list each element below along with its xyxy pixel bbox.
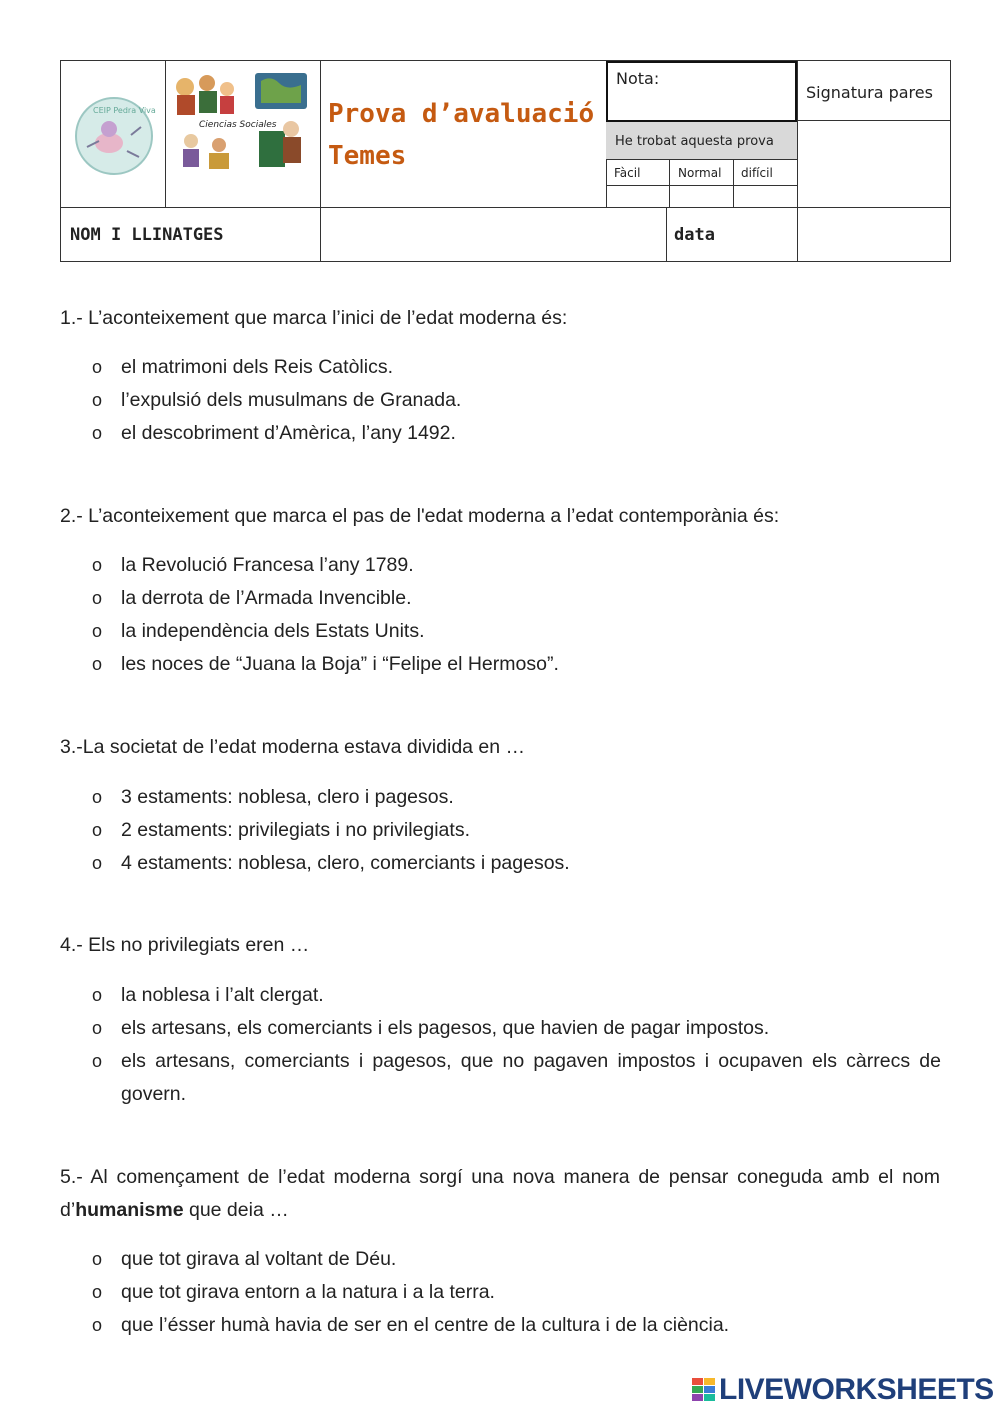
bullet-icon: o	[92, 588, 103, 608]
social-sciences-logo	[175, 69, 315, 173]
difficulty-easy-label: Fàcil	[614, 166, 641, 180]
grade-box	[606, 61, 797, 122]
question-2: 2.- L’aconteixement que marca el pas de l'edat moderna a l’edat contemporània és:	[60, 505, 780, 527]
question-4: 4.- Els no privilegiats eren …	[60, 934, 310, 956]
question-1: 1.- L’aconteixement que marca l’inici de l’edat moderna és:	[60, 307, 568, 329]
liveworksheets-brand: LIVEWORKSHEETS	[719, 1373, 994, 1406]
difficulty-hard-label: difícil	[741, 166, 773, 180]
difficulty-question: He trobat aquesta prova	[615, 134, 774, 149]
bullet-icon: o	[92, 1018, 103, 1038]
bullet-icon: o	[92, 1282, 103, 1302]
liveworksheets-logo	[692, 1372, 994, 1408]
bullet-icon: o	[92, 1051, 103, 1071]
liveworksheets-logo-icon	[692, 1376, 716, 1404]
name-label: NOM I LLINATGES	[70, 225, 224, 245]
bullet-icon: o	[92, 654, 103, 674]
difficulty-easy-checkbox[interactable]	[606, 186, 669, 207]
name-field[interactable]	[321, 208, 666, 262]
grade-label: Nota:	[616, 69, 660, 88]
bullet-icon: o	[92, 621, 103, 641]
bullet-icon: o	[92, 357, 103, 377]
bullet-icon: o	[92, 853, 103, 873]
humanisme-keyword: humanisme	[75, 1199, 184, 1221]
bullet-icon: o	[92, 1315, 103, 1335]
social-sciences-logo-text: Ciencias Sociales	[199, 120, 277, 130]
bullet-icon: o	[92, 787, 103, 807]
parents-signature-label: Signatura pares	[806, 83, 933, 102]
page-title-line2: Temes	[328, 141, 407, 171]
difficulty-normal-label: Normal	[678, 166, 722, 180]
bullet-icon: o	[92, 555, 103, 575]
bullet-icon: o	[92, 985, 103, 1005]
school-logo	[69, 95, 159, 177]
header-table	[60, 60, 951, 262]
difficulty-hard-checkbox[interactable]	[734, 186, 797, 207]
page-title-line1: Prova d’avaluació	[328, 99, 595, 129]
bullet-icon: o	[92, 820, 103, 840]
difficulty-normal-checkbox[interactable]	[670, 186, 733, 207]
school-logo-text: CEIP Pedra Viva	[93, 106, 156, 115]
bullet-icon: o	[92, 423, 103, 443]
bullet-icon: o	[92, 390, 103, 410]
question-3: 3.-La societat de l’edat moderna estava dividida en …	[60, 736, 526, 758]
date-field[interactable]	[798, 208, 951, 262]
question-5: 5.- Al començament de l’edat moderna sorgí una nova manera de pensar coneguda amb el nom d’humanisme que deia …	[60, 1166, 940, 1221]
date-label: data	[674, 225, 715, 245]
bullet-icon: o	[92, 1249, 103, 1269]
